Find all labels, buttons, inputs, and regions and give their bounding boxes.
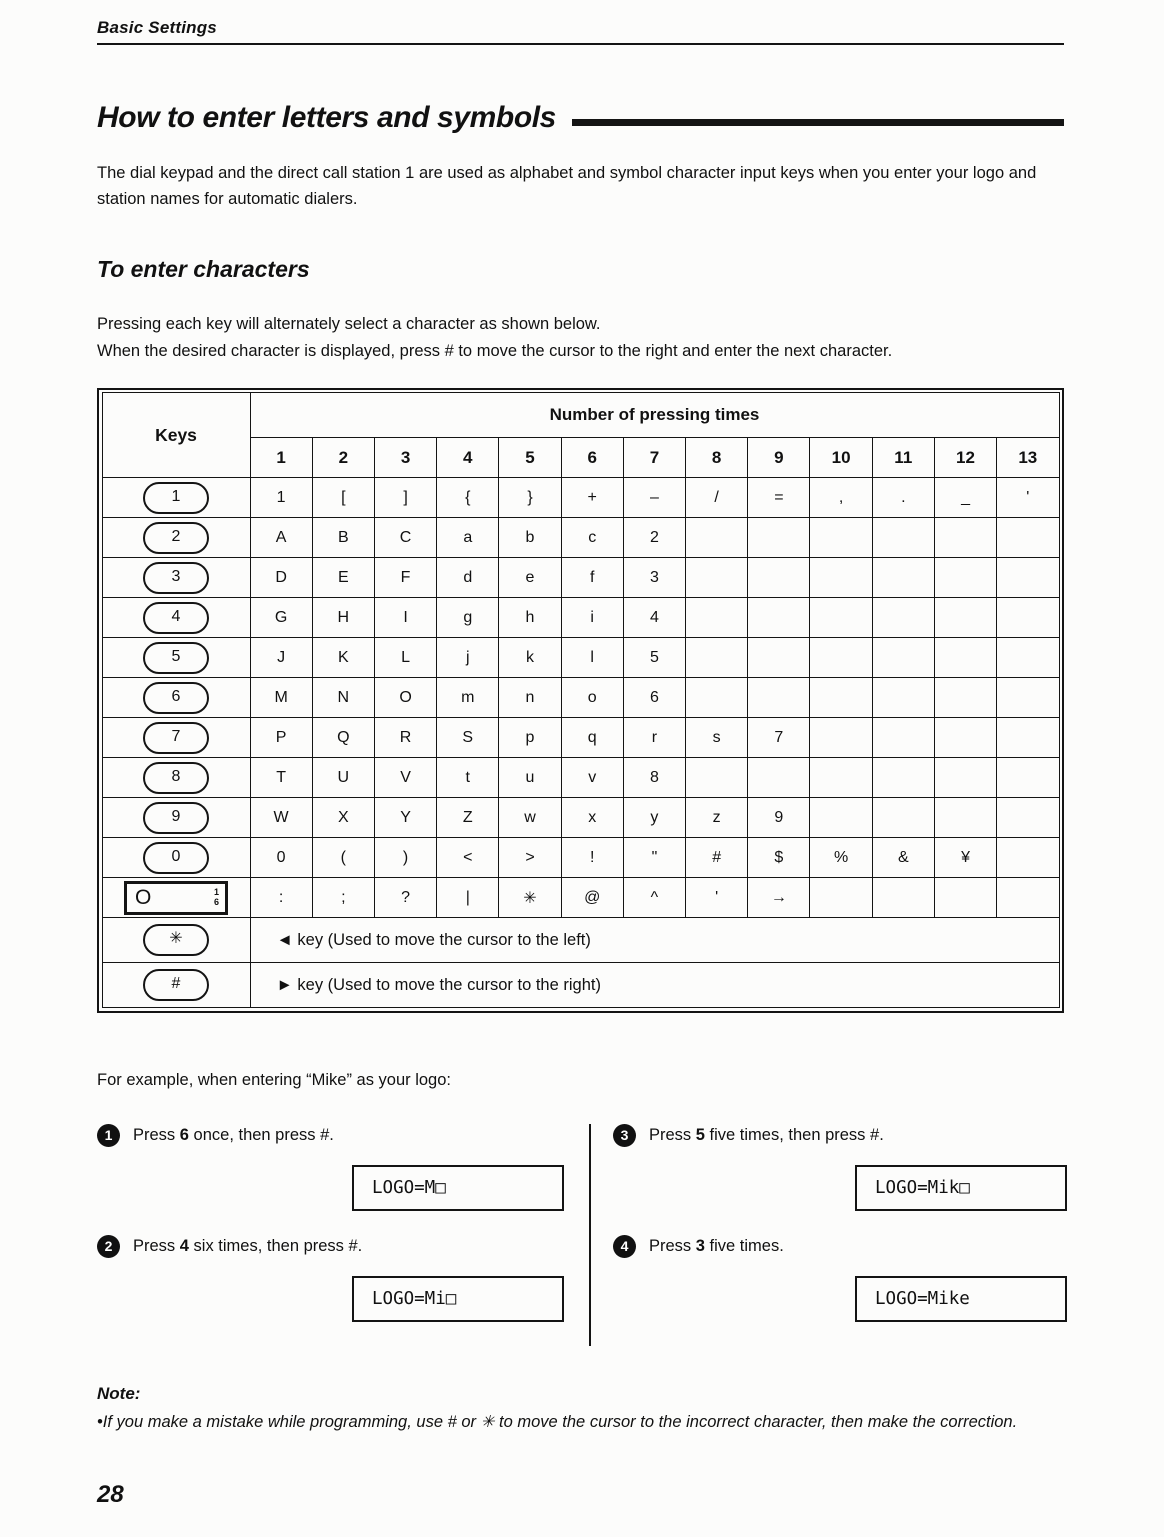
char-cell: d <box>437 558 499 598</box>
char-cell: r <box>623 718 685 758</box>
lcd-display: LOGO=Mik□ <box>855 1165 1067 1211</box>
char-cell <box>686 598 748 638</box>
char-cell: e <box>499 558 561 598</box>
char-cell: : <box>250 878 312 918</box>
char-cell: ✳ <box>499 878 561 918</box>
dial-key-5-shape: 5 <box>143 642 209 674</box>
page-title: How to enter letters and symbols <box>97 101 556 134</box>
char-cell: ? <box>374 878 436 918</box>
char-cell: M <box>250 678 312 718</box>
char-cell <box>934 598 996 638</box>
dial-key-6-shape: 6 <box>143 682 209 714</box>
section-paragraph <box>97 311 1002 364</box>
dial-key-8-shape: 8 <box>143 762 209 794</box>
char-cell: | <box>437 878 499 918</box>
press-count-3: 3 <box>374 438 436 478</box>
char-cell: y <box>623 798 685 838</box>
key-row-7 <box>102 718 1059 758</box>
char-cell <box>934 798 996 838</box>
char-cell <box>748 598 810 638</box>
note-title: Note: <box>97 1383 141 1403</box>
char-cell: l <box>561 638 623 678</box>
char-cell: + <box>561 478 623 518</box>
key-row-8 <box>102 758 1059 798</box>
char-cell: P <box>250 718 312 758</box>
char-cell: u <box>499 758 561 798</box>
char-cell <box>997 718 1059 758</box>
dial-key-hash <box>102 963 250 1008</box>
char-cell: ' <box>997 478 1059 518</box>
note-section <box>97 1384 1064 1436</box>
char-cell: j <box>437 638 499 678</box>
cursor-key-description-star: ◄ key (Used to move the cursor to the left) <box>250 918 1059 963</box>
char-cell: Z <box>437 798 499 838</box>
char-cell <box>810 758 872 798</box>
char-cell <box>810 518 872 558</box>
char-cell <box>686 758 748 798</box>
char-cell: H <box>312 598 374 638</box>
char-cell: @ <box>561 878 623 918</box>
char-cell: ! <box>561 838 623 878</box>
char-cell: 3 <box>623 558 685 598</box>
char-cell <box>748 638 810 678</box>
char-cell: m <box>437 678 499 718</box>
dial-key-hash-shape: # <box>143 969 209 1001</box>
char-cell: C <box>374 518 436 558</box>
dial-key-9 <box>102 798 250 838</box>
char-cell: c <box>561 518 623 558</box>
section-line-2: When the desired character is displayed, press # to move the cursor to the right and enter the next character. <box>97 341 893 360</box>
dial-key-9-shape: 9 <box>143 802 209 834</box>
step-3 <box>613 1124 1067 1211</box>
char-cell: 9 <box>748 798 810 838</box>
char-cell: b <box>499 518 561 558</box>
char-cell: { <box>437 478 499 518</box>
char-cell <box>934 758 996 798</box>
char-cell: ] <box>374 478 436 518</box>
char-cell: = <box>748 478 810 518</box>
page-number: 28 <box>97 1481 124 1508</box>
char-cell <box>748 558 810 598</box>
dial-key-3-shape: 3 <box>143 562 209 594</box>
char-cell: , <box>810 478 872 518</box>
step-1 <box>97 1124 589 1211</box>
char-cell <box>934 678 996 718</box>
example-intro: For example, when entering “Mike” as your logo: <box>97 1070 451 1089</box>
dial-key-0-shape: 0 <box>143 842 209 874</box>
char-cell <box>997 678 1059 718</box>
section-title: To enter characters <box>97 256 310 283</box>
steps-right-column <box>589 1124 1067 1346</box>
char-cell: 0 <box>250 838 312 878</box>
intro-paragraph: The dial keypad and the direct call station 1 are used as alphabet and symbol character input keys when you enter your logo and station names for automatic dialers. <box>97 164 1037 208</box>
dial-key-4-shape: 4 <box>143 602 209 634</box>
step-4 <box>613 1235 1067 1322</box>
press-count-11: 11 <box>872 438 934 478</box>
char-cell <box>810 878 872 918</box>
char-cell <box>997 558 1059 598</box>
dial-key-4 <box>102 598 250 638</box>
key-row-6 <box>102 678 1059 718</box>
step-text: Press 3 five times. <box>649 1236 784 1255</box>
step-text: Press 6 once, then press #. <box>133 1125 334 1144</box>
char-cell: B <box>312 518 374 558</box>
char-cell: } <box>499 478 561 518</box>
key-row-3 <box>102 558 1059 598</box>
example-steps <box>97 1124 1064 1346</box>
char-cell: 4 <box>623 598 685 638</box>
char-cell: < <box>437 838 499 878</box>
char-cell <box>810 638 872 678</box>
char-cell: O <box>374 678 436 718</box>
char-cell <box>997 518 1059 558</box>
char-cell: n <box>499 678 561 718</box>
press-count-1: 1 <box>250 438 312 478</box>
title-rule <box>572 119 1064 126</box>
char-cell <box>934 718 996 758</box>
char-cell: E <box>312 558 374 598</box>
title-row <box>97 101 1064 135</box>
char-cell: Y <box>374 798 436 838</box>
char-cell: 8 <box>623 758 685 798</box>
char-cell: [ <box>312 478 374 518</box>
step-2 <box>97 1235 589 1322</box>
char-cell: J <box>250 638 312 678</box>
char-cell: A <box>250 518 312 558</box>
char-cell: w <box>499 798 561 838</box>
step-number-badge: 3 <box>613 1124 636 1147</box>
lcd-display: LOGO=Mi□ <box>352 1276 564 1322</box>
char-cell: F <box>374 558 436 598</box>
char-cell: & <box>872 838 934 878</box>
cursor-key-description-hash: ► key (Used to move the cursor to the right) <box>250 963 1059 1008</box>
char-cell: k <box>499 638 561 678</box>
char-cell <box>748 678 810 718</box>
char-cell: N <box>312 678 374 718</box>
dial-key-star-shape: ✳ <box>143 924 209 956</box>
press-count-5: 5 <box>499 438 561 478</box>
step-text: Press 4 six times, then press #. <box>133 1236 363 1255</box>
char-cell: % <box>810 838 872 878</box>
char-cell: z <box>686 798 748 838</box>
dial-key-3 <box>102 558 250 598</box>
char-cell <box>810 558 872 598</box>
char-cell: x <box>561 798 623 838</box>
char-cell: s <box>686 718 748 758</box>
step-text: Press 5 five times, then press #. <box>649 1125 884 1144</box>
char-cell: → <box>748 878 810 918</box>
key-row-hash <box>102 963 1059 1008</box>
char-cell: 5 <box>623 638 685 678</box>
char-cell: D <box>250 558 312 598</box>
dial-key-1-shape: 1 <box>143 482 209 514</box>
dial-key-8 <box>102 758 250 798</box>
char-cell <box>934 878 996 918</box>
char-cell: ^ <box>623 878 685 918</box>
char-cell <box>748 518 810 558</box>
press-count-7: 7 <box>623 438 685 478</box>
char-cell: ( <box>312 838 374 878</box>
character-table <box>97 388 1064 1013</box>
char-cell <box>872 798 934 838</box>
press-count-10: 10 <box>810 438 872 478</box>
char-cell: L <box>374 638 436 678</box>
char-cell: h <box>499 598 561 638</box>
keys-header: Keys <box>102 393 250 478</box>
char-cell: 2 <box>623 518 685 558</box>
char-cell: q <box>561 718 623 758</box>
char-cell <box>810 798 872 838</box>
char-cell <box>934 518 996 558</box>
press-count-13: 13 <box>997 438 1059 478</box>
char-cell <box>934 638 996 678</box>
char-cell <box>872 518 934 558</box>
char-cell: R <box>374 718 436 758</box>
char-cell <box>872 638 934 678</box>
char-cell: # <box>686 838 748 878</box>
char-cell: g <box>437 598 499 638</box>
char-cell <box>810 678 872 718</box>
char-cell <box>997 598 1059 638</box>
header-rule <box>97 43 1064 45</box>
dial-key-1 <box>102 478 250 518</box>
char-cell <box>872 598 934 638</box>
press-count-12: 12 <box>934 438 996 478</box>
char-cell <box>872 558 934 598</box>
char-cell <box>748 758 810 798</box>
char-cell: I <box>374 598 436 638</box>
char-cell <box>686 678 748 718</box>
char-cell <box>997 878 1059 918</box>
step-number-badge: 4 <box>613 1235 636 1258</box>
char-cell: v <box>561 758 623 798</box>
char-cell <box>810 718 872 758</box>
key-row-9 <box>102 798 1059 838</box>
char-cell: $ <box>748 838 810 878</box>
note-body: •If you make a mistake while programming, use # or ✳ to move the cursor to the incorrect character, then make the correction. <box>97 1412 1018 1431</box>
char-cell: G <box>250 598 312 638</box>
char-cell <box>872 758 934 798</box>
key-row-4 <box>102 598 1059 638</box>
char-cell: S <box>437 718 499 758</box>
step-number-badge: 1 <box>97 1124 120 1147</box>
step-number-badge: 2 <box>97 1235 120 1258</box>
running-header: Basic Settings <box>97 18 217 37</box>
press-count-6: 6 <box>561 438 623 478</box>
section-line-1: Pressing each key will alternately select a character as shown below. <box>97 315 601 334</box>
char-cell <box>934 558 996 598</box>
char-cell <box>997 638 1059 678</box>
char-cell: K <box>312 638 374 678</box>
char-cell: X <box>312 798 374 838</box>
char-cell: . <box>872 478 934 518</box>
char-cell: W <box>250 798 312 838</box>
lcd-display: LOGO=M□ <box>352 1165 564 1211</box>
key-row-star <box>102 918 1059 963</box>
char-cell: 7 <box>748 718 810 758</box>
char-cell: 1 <box>250 478 312 518</box>
char-cell: Q <box>312 718 374 758</box>
lcd-display: LOGO=Mike <box>855 1276 1067 1322</box>
char-cell: f <box>561 558 623 598</box>
direct-call-station-key <box>102 878 250 918</box>
press-count-2: 2 <box>312 438 374 478</box>
pressing-times-header: Number of pressing times <box>250 393 1059 438</box>
char-cell: a <box>437 518 499 558</box>
char-cell: i <box>561 598 623 638</box>
dial-key-5 <box>102 638 250 678</box>
char-cell: / <box>686 478 748 518</box>
char-cell <box>872 678 934 718</box>
char-cell: > <box>499 838 561 878</box>
char-cell: o <box>561 678 623 718</box>
press-count-8: 8 <box>686 438 748 478</box>
char-cell: t <box>437 758 499 798</box>
steps-left-column <box>97 1124 589 1346</box>
char-cell: T <box>250 758 312 798</box>
char-cell: _ <box>934 478 996 518</box>
dial-key-6 <box>102 678 250 718</box>
press-count-4: 4 <box>437 438 499 478</box>
dial-key-2 <box>102 518 250 558</box>
char-cell <box>686 558 748 598</box>
char-cell: ) <box>374 838 436 878</box>
key-row-5 <box>102 638 1059 678</box>
dial-key-star <box>102 918 250 963</box>
char-cell: " <box>623 838 685 878</box>
char-cell <box>997 798 1059 838</box>
char-cell: V <box>374 758 436 798</box>
char-cell: 6 <box>623 678 685 718</box>
char-cell: ' <box>686 878 748 918</box>
char-cell <box>872 878 934 918</box>
char-cell <box>872 718 934 758</box>
char-cell <box>997 838 1059 878</box>
key-row-2 <box>102 518 1059 558</box>
char-cell <box>997 758 1059 798</box>
char-cell: ¥ <box>934 838 996 878</box>
key-row-0 <box>102 838 1059 878</box>
direct-call-station-key-shape: O 1 6 <box>124 881 228 915</box>
char-cell: – <box>623 478 685 518</box>
char-cell: p <box>499 718 561 758</box>
dial-key-2-shape: 2 <box>143 522 209 554</box>
char-cell: ; <box>312 878 374 918</box>
char-cell <box>686 638 748 678</box>
dial-key-7-shape: 7 <box>143 722 209 754</box>
dial-key-7 <box>102 718 250 758</box>
press-count-9: 9 <box>748 438 810 478</box>
dial-key-0 <box>102 838 250 878</box>
char-cell: U <box>312 758 374 798</box>
key-row-1 <box>102 478 1059 518</box>
key-row-station <box>102 878 1059 918</box>
char-cell <box>686 518 748 558</box>
char-cell <box>810 598 872 638</box>
